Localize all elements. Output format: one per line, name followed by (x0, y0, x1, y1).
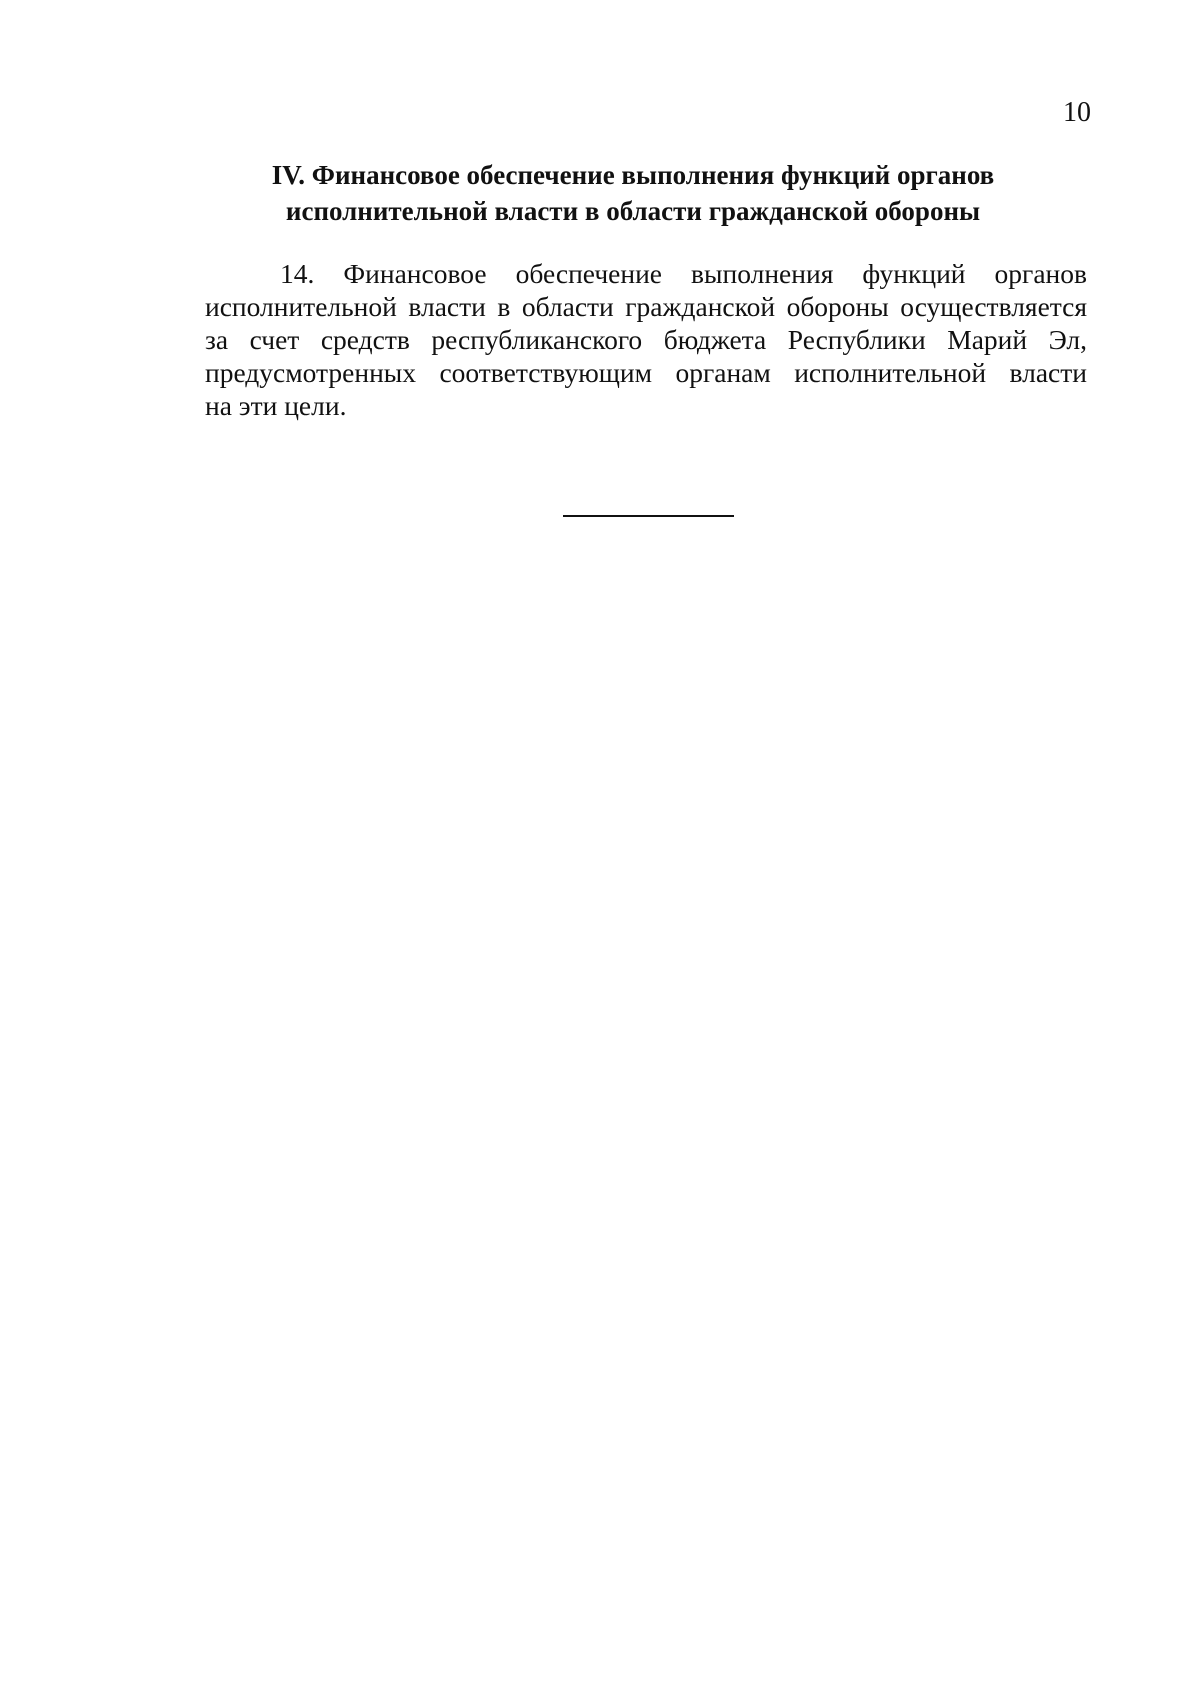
paragraph-line: исполнительной власти в области гражданской обороны осуществляется (205, 291, 1087, 322)
page-number: 10 (1063, 97, 1091, 128)
paragraph-14 (205, 257, 1087, 422)
paragraph-line: 14. Финансовое обеспечение выполнения функций органов (280, 258, 1087, 289)
paragraph-line: за счет средств республиканского бюджета Республики Марий Эл, (205, 324, 1087, 355)
paragraph-line: на эти цели. (205, 390, 347, 421)
section-heading (205, 157, 1061, 229)
section-heading-line: исполнительной власти в области гражданской обороны (285, 196, 981, 226)
section-heading-line: IV. Финансовое обеспечение выполнения функций органов (271, 160, 995, 190)
end-of-document-rule (563, 515, 734, 517)
paragraph-line: предусмотренных соответствующим органам исполнительной власти (205, 357, 1087, 388)
